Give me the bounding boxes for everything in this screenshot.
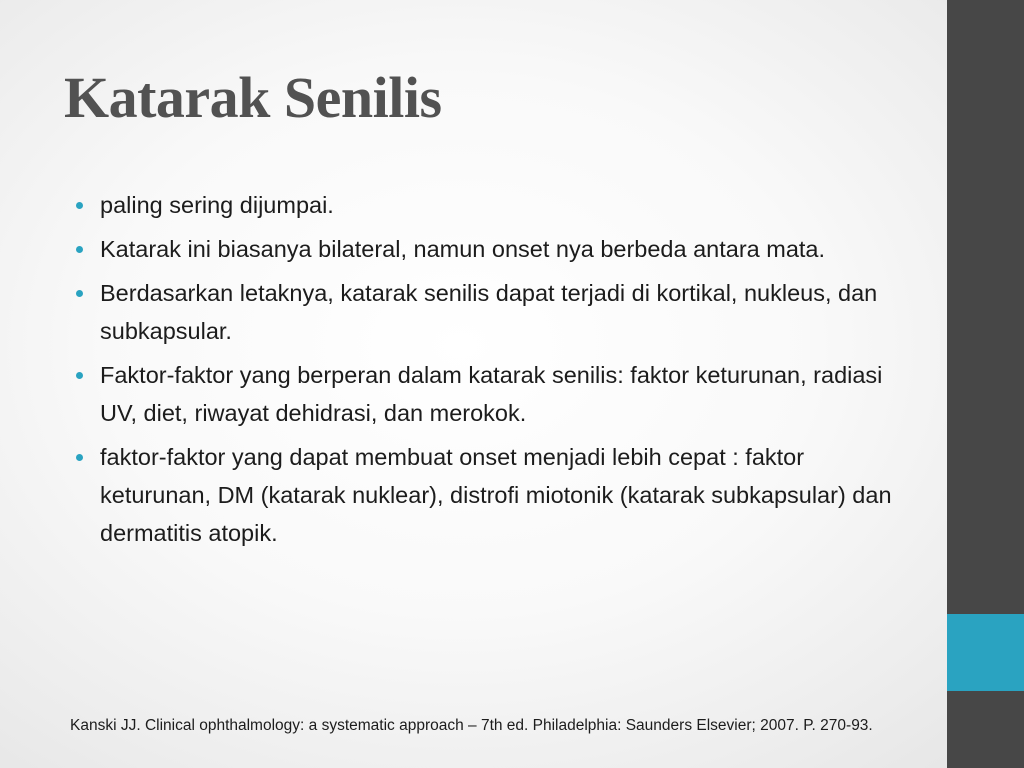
bullet-text: Katarak ini biasanya bilateral, namun onset nya berbeda antara mata. [100, 236, 826, 262]
bullet-item [76, 274, 896, 350]
bullet-icon [76, 202, 83, 209]
side-accent-block [947, 614, 1024, 691]
bullet-text: Berdasarkan letaknya, katarak senilis dapat terjadi di kortikal, nukleus, dan subkapsular. [100, 280, 878, 344]
bullet-icon [76, 246, 83, 253]
bullet-item [76, 438, 896, 552]
bullet-text: paling sering dijumpai. [100, 192, 334, 218]
bullet-icon [76, 372, 83, 379]
bullet-list [76, 186, 896, 558]
bullet-icon [76, 454, 83, 461]
bullet-text: faktor-faktor yang dapat membuat onset menjadi lebih cepat : faktor keturunan, DM (katarak nuklear), distrofi miotonik (katarak subkapsular) dan dermatitis atopik. [100, 444, 892, 546]
bullet-item [76, 186, 896, 224]
reference-citation: Kanski JJ. Clinical ophthalmology: a systematic approach – 7th ed. Philadelphia: Saunders Elsevier; 2007. P. 270-93. [70, 717, 873, 734]
bullet-icon [76, 290, 83, 297]
bullet-text: Faktor-faktor yang berperan dalam katarak senilis: faktor keturunan, radiasi UV, diet, riwayat dehidrasi, dan merokok. [100, 362, 883, 426]
bullet-item [76, 230, 896, 268]
slide-title: Katarak Senilis [64, 65, 442, 130]
bullet-item [76, 356, 896, 432]
